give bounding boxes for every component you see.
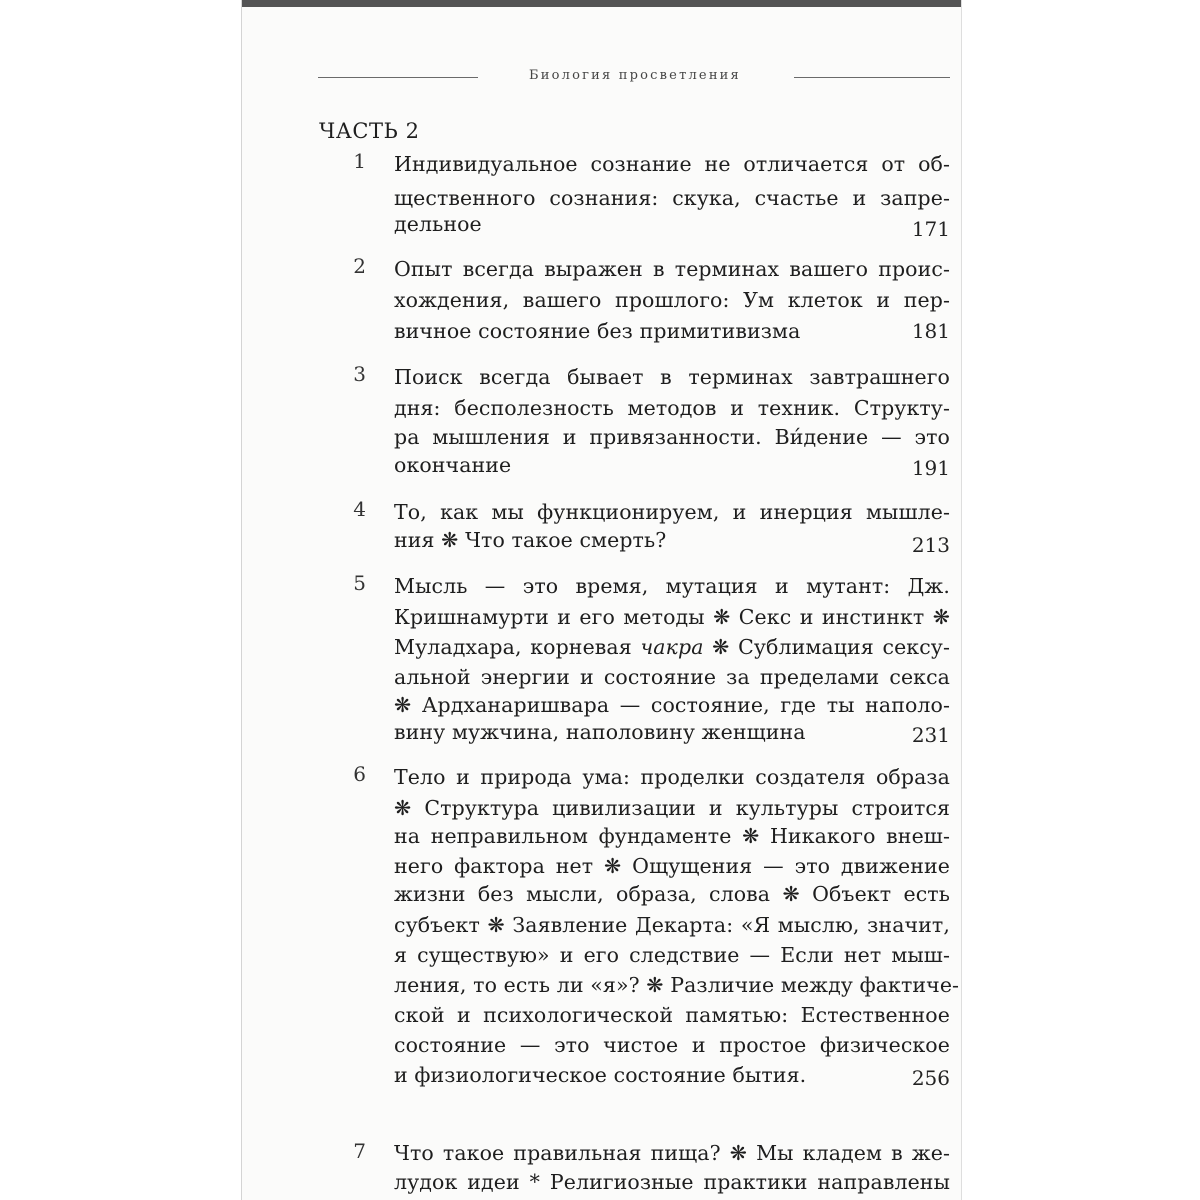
toc-entry-line: него фактора нет ❋ Ощущения — это движение	[394, 854, 950, 878]
toc-entry-line: хождения, вашего прошлого: Ум клеток и пер-	[394, 288, 950, 312]
toc-page-number: 181	[911, 319, 950, 343]
toc-entry-number: 3	[353, 362, 366, 386]
toc-page-number: 256	[911, 1066, 950, 1090]
italic-term: чакра	[640, 635, 704, 659]
toc-entry-line: ния ❋ Что такое смерть?	[394, 528, 667, 552]
toc-page-number: 171	[911, 217, 950, 241]
toc-entry-line: Мысль — это время, мутация и мутант: Дж.	[394, 574, 950, 598]
toc-entry-number: 6	[353, 762, 366, 786]
book-page	[241, 0, 962, 1200]
toc-entry-line: ления, то есть ли «я»? ❋ Различие между фактиче-	[394, 973, 960, 997]
toc-entry-line: дельное	[394, 212, 482, 236]
toc-entry-line: Тело и природа ума: проделки создателя образа	[394, 765, 950, 789]
part-heading: ЧАСТЬ 2	[319, 119, 420, 143]
toc-entry-number: 2	[353, 254, 366, 278]
toc-entry-number: 4	[353, 497, 366, 521]
toc-entry-line: я существую» и его следствие — Если нет мыш-	[394, 943, 950, 967]
toc-entry-line: Опыт всегда выражен в терминах вашего проис-	[394, 257, 950, 281]
toc-entry-line: Муладхара, корневая чакра ❋ Сублимация сексу-	[394, 635, 950, 659]
toc-entry-line: альной энергии и состояние за пределами секса	[394, 665, 950, 689]
toc-entry-line: Что такое правильная пища? ❋ Мы кладем в же-	[394, 1141, 950, 1165]
toc-entry-number: 1	[353, 149, 366, 173]
running-head-title: Биология просветления	[529, 68, 741, 83]
toc-entry-line: ской и психологической памятью: Естественное	[394, 1003, 950, 1027]
toc-entry-line: Кришнамурти и его методы ❋ Секс и инстинкт ❋	[394, 605, 950, 629]
toc-entry-line: То, как мы функционируем, и инерция мышле-	[394, 500, 950, 524]
toc-entry-line: и физиологическое состояние бытия.	[394, 1063, 807, 1087]
toc-entry-number: 5	[353, 571, 366, 595]
toc-entry-line: лудок идеи * Религиозные практики направлены	[394, 1170, 950, 1194]
toc-entry-line: окончание	[394, 453, 512, 477]
toc-page-number: 231	[911, 723, 950, 747]
toc-entry-line: вичное состояние без примитивизма	[394, 319, 801, 343]
toc-entry-line: состояние — это чистое и простое физическое	[394, 1033, 950, 1057]
toc-entry-line: вину мужчина, наполовину женщина	[394, 720, 806, 744]
toc-entry-line: Поиск всегда бывает в терминах завтрашнего	[394, 365, 950, 389]
toc-entry-line: жизни без мысли, образа, слова ❋ Объект есть	[394, 882, 950, 906]
toc-entry-line: субъект ❋ Заявление Декарта: «Я мыслю, значит,	[394, 913, 950, 937]
toc-page-number: 213	[911, 533, 950, 557]
toc-entry-number: 7	[353, 1139, 366, 1163]
toc-entry-line: Индивидуальное сознание не отличается от об-	[394, 152, 950, 176]
toc-entry-line: ❋ Структура цивилизации и культуры строится	[394, 796, 950, 820]
toc-entry-line: щественного сознания: скука, счастье и запре-	[394, 186, 950, 210]
table-of-contents	[242, 0, 961, 1200]
toc-entry-line: ❋ Ардханаришвара — состояние, где ты наполо-	[394, 693, 950, 717]
toc-entry-line: на неправильном фундаменте ❋ Никакого внеш-	[394, 824, 950, 848]
toc-entry-line: ра мышления и привязанности. Ви́дение — это	[394, 425, 950, 449]
toc-entry-line: дня: бесполезность методов и техник. Структу-	[394, 396, 950, 420]
toc-page-number: 191	[911, 456, 950, 480]
